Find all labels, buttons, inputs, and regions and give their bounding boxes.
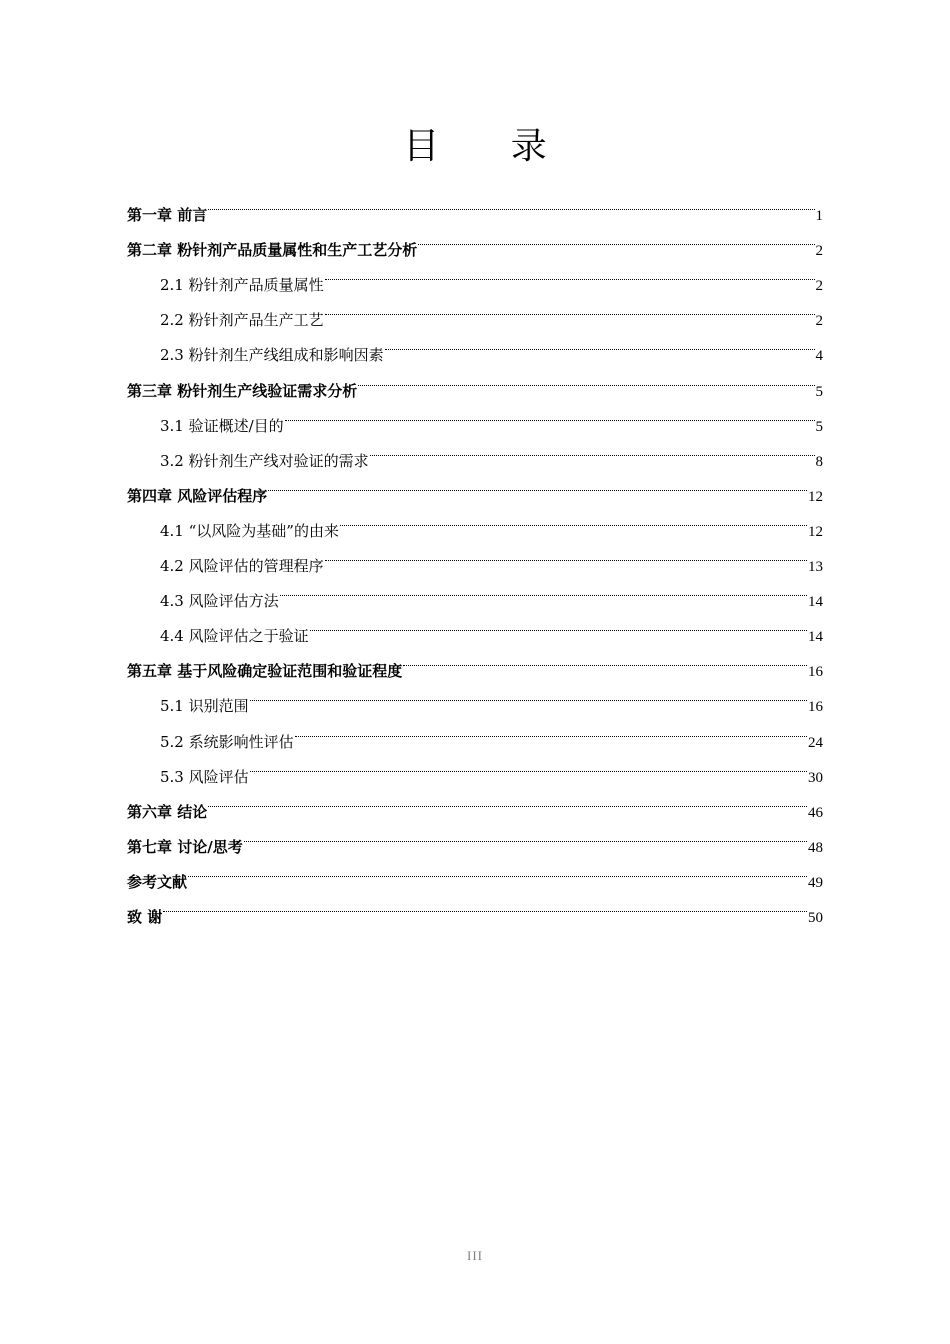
toc-dot-leader [325, 255, 815, 290]
toc-page-number: 5 [815, 383, 823, 400]
toc-entry-label: 5.3 风险评估 [160, 767, 249, 786]
toc-dot-leader [295, 711, 807, 746]
toc-page-number: 2 [815, 243, 823, 260]
toc-entry-label: 第四章 风险评估程序 [127, 486, 268, 505]
toc-page-number: 2 [815, 278, 823, 295]
toc-page-number: 30 [808, 769, 823, 786]
toc-entry-label: 第七章 讨论/思考 [127, 837, 243, 856]
toc-page-number: 16 [808, 664, 823, 681]
toc-page-number: 13 [808, 559, 823, 576]
toc-entry-label: 2.1 粉针剂产品质量属性 [160, 276, 324, 295]
toc-entry-label: 第六章 结论 [127, 802, 208, 821]
toc-page-number: 14 [808, 594, 823, 611]
page-title: 目 录 [403, 126, 577, 167]
toc-dot-leader [358, 360, 814, 395]
toc-entry-label: 参考文献 [127, 872, 188, 891]
toc-dot-leader [340, 501, 807, 536]
toc-dot-leader [403, 641, 807, 676]
toc-chapter-entry[interactable] [127, 220, 823, 260]
toc-dot-leader [325, 536, 807, 571]
toc-entry-label: 第三章 粉针剂生产线验证需求分析 [127, 381, 358, 400]
toc-entry-label: 4.3 风险评估方法 [160, 592, 279, 611]
toc-dot-leader [244, 817, 807, 852]
toc-entry-label: 3.2 粉针剂生产线对验证的需求 [160, 451, 369, 470]
toc-entry-label: 致 谢 [127, 907, 163, 926]
toc-dot-leader [208, 782, 807, 817]
toc-dot-leader [280, 571, 807, 606]
toc-chapter-entry[interactable] [127, 887, 823, 926]
toc-dot-leader [250, 676, 807, 711]
toc-dot-leader [325, 290, 815, 325]
toc-entry-label: 第五章 基于风险确定验证范围和验证程度 [127, 662, 403, 681]
toc-entry-label: 3.1 验证概述/目的 [160, 416, 284, 435]
toc-page-number: 4 [815, 348, 823, 365]
table-of-contents [127, 185, 823, 926]
toc-page-number: 12 [808, 488, 823, 505]
toc-dot-leader [285, 396, 815, 431]
toc-chapter-entry[interactable] [127, 185, 823, 225]
toc-entry-label: 第一章 前言 [127, 206, 208, 225]
toc-entry-label: 5.2 系统影响性评估 [160, 732, 294, 751]
toc-page-number: 14 [808, 629, 823, 646]
toc-page-number: 24 [808, 734, 823, 751]
toc-page-number: 5 [815, 418, 823, 435]
toc-entry-label: 2.3 粉针剂生产线组成和影响因素 [160, 346, 384, 365]
toc-entry-label: 2.2 粉针剂产品生产工艺 [160, 311, 324, 330]
toc-entry-label: 4.2 风险评估的管理程序 [160, 557, 324, 576]
toc-page-number: 2 [815, 313, 823, 330]
toc-chapter-entry[interactable] [127, 817, 823, 856]
toc-chapter-entry[interactable] [127, 782, 823, 821]
toc-dot-leader [250, 747, 807, 782]
toc-entry-label: 第二章 粉针剂产品质量属性和生产工艺分析 [127, 241, 418, 260]
toc-entry-label: 5.1 识别范围 [160, 697, 249, 716]
toc-dot-leader [385, 325, 815, 360]
toc-entry-label: 4.1 “以风险为基础”的由来 [160, 521, 339, 540]
toc-dot-leader [370, 431, 815, 466]
toc-dot-leader [310, 606, 807, 641]
toc-dot-leader [208, 185, 814, 220]
toc-page-number: 46 [808, 804, 823, 821]
footer-page-number: III [467, 1248, 483, 1263]
toc-page-number: 50 [808, 909, 823, 926]
toc-dot-leader [188, 852, 807, 887]
toc-chapter-entry[interactable] [127, 852, 823, 891]
toc-page-number: 49 [808, 874, 823, 891]
toc-dot-leader [268, 466, 807, 501]
toc-page-number: 12 [808, 523, 823, 540]
toc-page-number: 16 [808, 699, 823, 716]
toc-dot-leader [163, 887, 807, 922]
toc-entry-label: 4.4 风险评估之于验证 [160, 627, 309, 646]
toc-page-number: 8 [815, 453, 823, 470]
toc-page-number: 48 [808, 839, 823, 856]
toc-page-number: 1 [815, 208, 823, 225]
toc-dot-leader [418, 220, 814, 255]
